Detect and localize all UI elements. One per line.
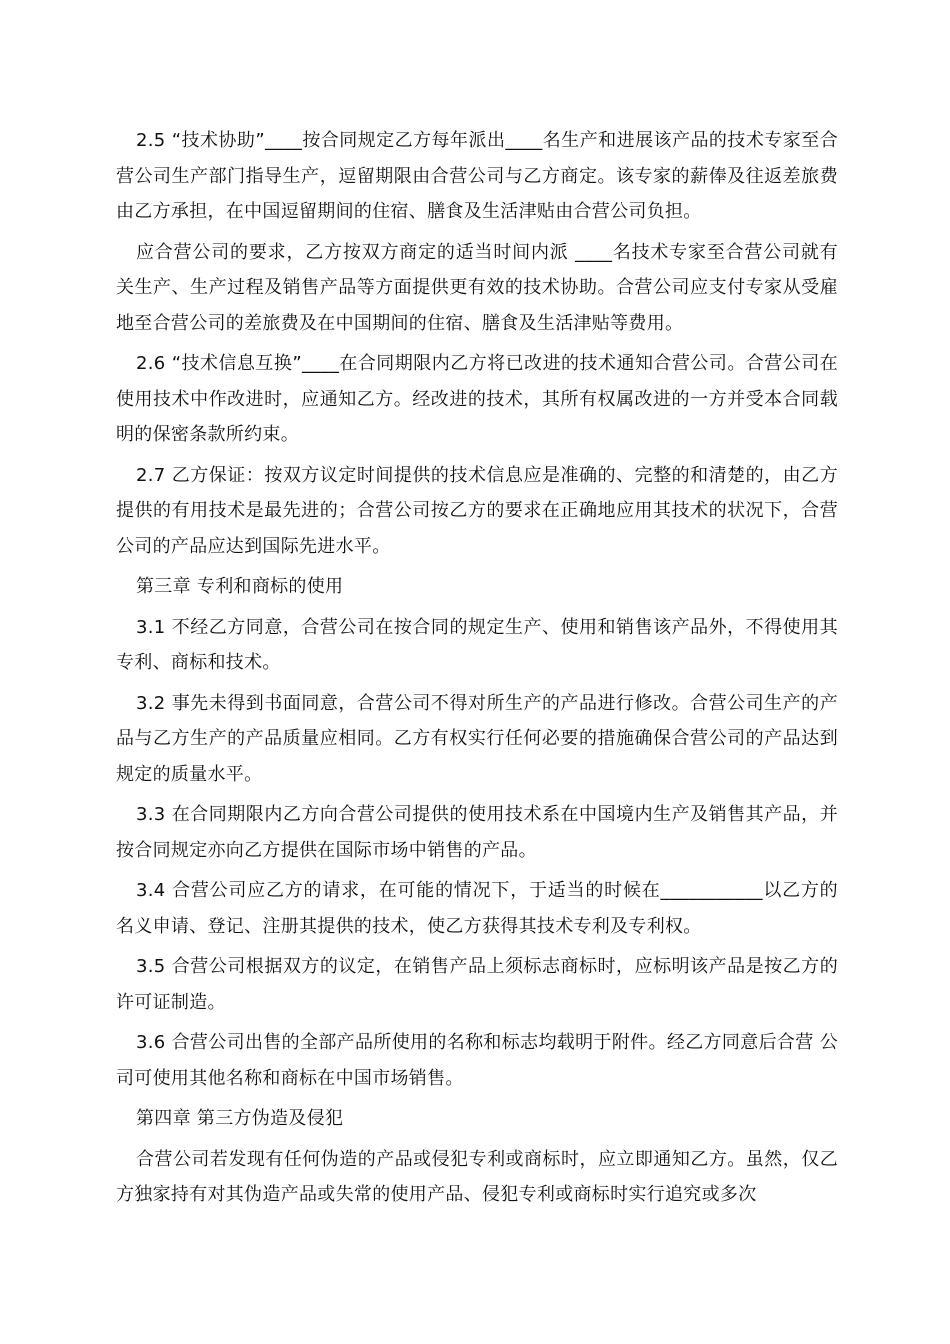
chapter-4-paragraph: 合营公司若发现有任何伪造的产品或侵犯专利或商标时，应立即通知乙方。虽然，仅乙方独家持有对其伪造产品或失常的使用产品、侵犯专利或商标时实行追究或多次: [116, 1148, 838, 1205]
clause-3-3-paragraph: 3.3 在合同期限内乙方向合营公司提供的使用技术系在中国境内生产及销售其产品，并按合同规定亦向乙方提供在国际市场中销售的产品。: [116, 804, 838, 861]
clause-3-6-paragraph: 3.6 合营公司出售的全部产品所使用的名称和标志均载明于附件。经乙方同意后合营 公司可使用其他名称和商标在中国市场销售。: [116, 1032, 838, 1089]
clause-2-7-paragraph: 2.7 乙方保证：按双方议定时间提供的技术信息应是准确的、完整的和清楚的，由乙方提供的有用技术是最先进的；合营公司按乙方的要求在正确地应用其技术的状况下，合营公司的产品应达到国际先进水平。: [116, 464, 838, 557]
clause-3-1-paragraph: 3.1 不经乙方同意，合营公司在按合同的规定生产、使用和销售该产品外，不得使用其专利、商标和技术。: [116, 616, 838, 673]
chapter-3-heading: 第三章 专利和商标的使用: [136, 576, 344, 597]
clause-2-5-paragraph: 2.5 “技术协助”____按合同规定乙方每年派出____名生产和进展该产品的技术专家至合营公司生产部门指导生产，逗留期限由合营公司与乙方商定。该专家的薪俸及往返差旅费由乙方承担，在中国逗留期间的住宿、膳食及生活津贴由合营公司负担。: [116, 130, 838, 222]
clause-2-6-paragraph: 2.6 “技术信息互换”____在合同期限内乙方将已改进的技术通知合营公司。合营公司在使用技术中作改进时，应通知乙方。经改进的技术，其所有权属改进的一方并受本合同载明的保密条款所约束。: [116, 353, 838, 445]
clause-3-4-paragraph: 3.4 合营公司应乙方的请求，在可能的情况下，于适当的时候在___________以乙方的名义申请、登记、注册其提供的技术，使乙方获得其技术专利及专利权。: [116, 880, 838, 937]
technical-assistance-paragraph: 应合营公司的要求，乙方按双方商定的适当时间内派 ____名技术专家至合营公司就有关生产、生产过程及销售产品等方面提供更有效的技术协助。合营公司应支付专家从受雇地至合营公司的差旅费及在中国期间的住宿、膳食及生活津贴等费用。: [116, 241, 838, 334]
chapter-4-heading: 第四章 第三方伪造及侵犯: [136, 1108, 344, 1129]
clause-3-2-paragraph: 3.2 事先未得到书面同意，合营公司不得对所生产的产品进行修改。合营公司生产的产品与乙方生产的产品质量应相同。乙方有权实行任何必要的措施确保合营公司的产品达到规定的质量水平。: [116, 692, 838, 785]
clause-3-5-paragraph: 3.5 合营公司根据双方的议定，在销售产品上须标志商标时，应标明该产品是按乙方的许可证制造。: [116, 956, 838, 1013]
document-page: [116, 123, 838, 1218]
